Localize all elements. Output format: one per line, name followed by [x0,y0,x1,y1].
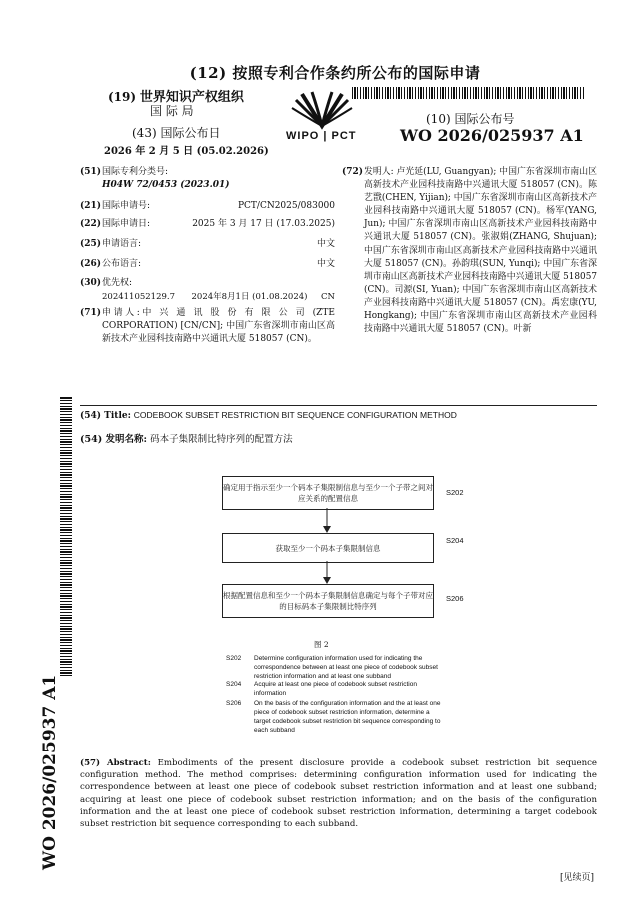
pubdate-value: 2026 年 2 月 5 日 (05.02.2026) [104,146,269,157]
title-en: (54) Title: CODEBOOK SUBSET RESTRICTION BIT SEQUENCE CONFIGURATION METHOD [80,410,457,421]
field-72: (72) 发明人: 卢光延(LU, Guangyan); 中国广东省深圳市南山区高新技术产业园科技南路中兴通讯大厦 518057 (CN)。陈艺戬(CHEN, Yijian); 中国广东省深圳市南山区高新技术产业园科技南路中兴通讯大厦 518057 (CN)。杨军(YANG, Jun); 中国广东省深圳市南山区高新技术产业园科技南路中兴通讯大厦 518057 (CN)。张淑娟(ZHANG, Shujuan); 中国广东省深圳市南山区高新技术产业园科技南路中兴通讯大厦 518057 (CN)。孙韵琪(SUN, Yunqi); 中国广东省深圳市南山区高新技术产业园科技南路中兴通讯大厦 518057 (CN)。司源(SI, Yuan); 中国广东省深圳市南山区高新技术产业园科技南路中兴通讯大厦 518057 (CN)。禹宏康(YU, Hongkang); 中国广东省深圳市南山区高新技术产业园科技南路中兴通讯大厦 518057 (CN)。叶新 [342,166,597,336]
step-tag-s204: S204 [446,536,464,545]
org-sub: 国 际 局 [150,104,194,118]
legend-s202: S202 Determine configuration information used for indicating the correspondence between at least one piece of codebook subset restriction information and at least one subband [226,655,438,680]
barcode-side [60,396,72,676]
document-title: (12) 按照专利合作条约所公布的国际申请 [189,64,481,82]
field-71: (71) 申请人:中 兴 通 讯 股 份 有 限 公 司 (ZTE CORPORATION) [CN/CN]; 中国广东省深圳市南山区高新技术产业园科技南路中兴通讯大厦 518057 (CN)。 [80,308,335,344]
priority-claim: 202411052129.7 2024年8月1日 (01.08.2024) CN [102,292,335,302]
inventors-text: 发明人: 卢光延(LU, Guangyan); 中国广东省深圳市南山区高新技术产业园科技南路中兴通讯大厦 518057 (CN)。陈艺戬(CHEN, Yijian); 中国广东省深圳市南山区高新技术产业园科技南路中兴通讯大厦 518057 (CN)。杨军(YANG, Jun); 中国广东省深圳市南山区高新技术产业园科技南路中兴通讯大厦 518057 (CN)。张淑娟(ZHANG, Shujuan); 中国广东省深圳市南山区高新技术产业园科技南路中兴通讯大厦 518057 (CN)。孙韵琪(SUN, Yunqi); 中国广东省深圳市南山区高新技术产业园科技南路中兴通讯大厦 518057 (CN)。司源(SI, Yuan); 中国广东省深圳市南山区高新技术产业园科技南路中兴通讯大厦 518057 (CN)。禹宏康(YU, Hongkang); 中国广东省深圳市南山区高新技术产业园科技南路中兴通讯大厦 518057 (CN)。叶新 [364,167,597,335]
field-25: (25) 申请语言: 中文 [80,239,335,249]
org-number: (19) [108,90,137,104]
pubdate-label: (43) 国际公布日 [132,126,221,140]
wipo-globe-icon [282,90,362,130]
flow-arrow-1 [322,508,332,534]
flow-arrow-2 [322,561,332,585]
flow-step-s206: 根据配置信息和至少一个码本子集限制信息确定与每个子带对应的目标码本子集限制比特序列 [222,584,434,618]
field-30: (30) 优先权: [80,278,133,288]
abstract-text: Embodiments of the present disclosure provide a codebook subset restriction bit sequence configuration method. The method comprises: determining configuration information used for indicating the correspondence between at least one piece of codebook subset restriction information and at least one subband; acquiring at least one piece of codebook subset restriction information; and on the basis of the configuration information and the at least one piece of codebook subset restriction information, determining a target codebook subset restriction bit sequence corresponding to each subband. [80,758,598,830]
legend-s206: S206 On the basis of the configuration information and the at least one piece of codebook subset restriction information, determine a target codebook subset restriction bit sequence corresponding to each subband [226,700,441,734]
flow-step-s204: 获取至少一个码本子集限制信息 [222,533,434,563]
applicant-text: 中 兴 通 讯 股 份 有 限 公 司 (ZTE CORPORATION) [CN/CN]; 中国广东省深圳市南山区高新技术产业园科技南路中兴通讯大厦 518057 (CN)。 [102,308,335,344]
wipo-logo [282,90,362,142]
org-name: 世界知识产权组织 [139,90,244,105]
pubnum-label: (10) 国际公布号 [426,112,515,126]
flow-step-s202: 确定用于指示至少一个码本子集限制信息与至少一个子带之间对应关系的配置信息 [222,476,434,510]
field-51: (51) 国际专利分类号: H04W 72/0453 (2023.01) [80,167,230,190]
abstract: (57) Abstract: Embodiments of the present disclosure provide a codebook subset restriction bit sequence configuration method. The method comprises: determining configuration information used for indicating the correspondence between at least one piece of codebook subset restriction information and at least one subband; acquiring at least one piece of codebook subset restriction information; and on the basis of the configuration information and the at least one piece of codebook subset restriction information, determining a target codebook subset restriction bit sequence corresponding to each subband. [80,758,598,830]
continue-note: [见续页] [560,873,595,883]
figure-caption: 图 2 [314,640,329,649]
wipo-logo-text: WIPO | PCT [286,130,357,142]
side-pubnum: WO 2026/025937 A1 [40,674,60,870]
step-tag-s206: S206 [446,594,464,603]
pubnum-value: WO 2026/025937 A1 [400,126,584,145]
field-21: (21) 国际申请号: PCT/CN2025/083000 [80,201,335,211]
legend-s204: S204 Acquire at least one piece of codebook subset restriction information [226,681,417,697]
title-zh: (54) 发明名称: 码本子集限制比特序列的配置方法 [80,434,293,445]
field-26: (26) 公布语言: 中文 [80,259,335,269]
step-tag-s202: S202 [446,488,464,497]
field-22: (22) 国际申请日: 2025 年 3 月 17 日 (17.03.2025) [80,219,335,229]
divider-top [80,405,597,406]
barcode-top [352,87,585,99]
